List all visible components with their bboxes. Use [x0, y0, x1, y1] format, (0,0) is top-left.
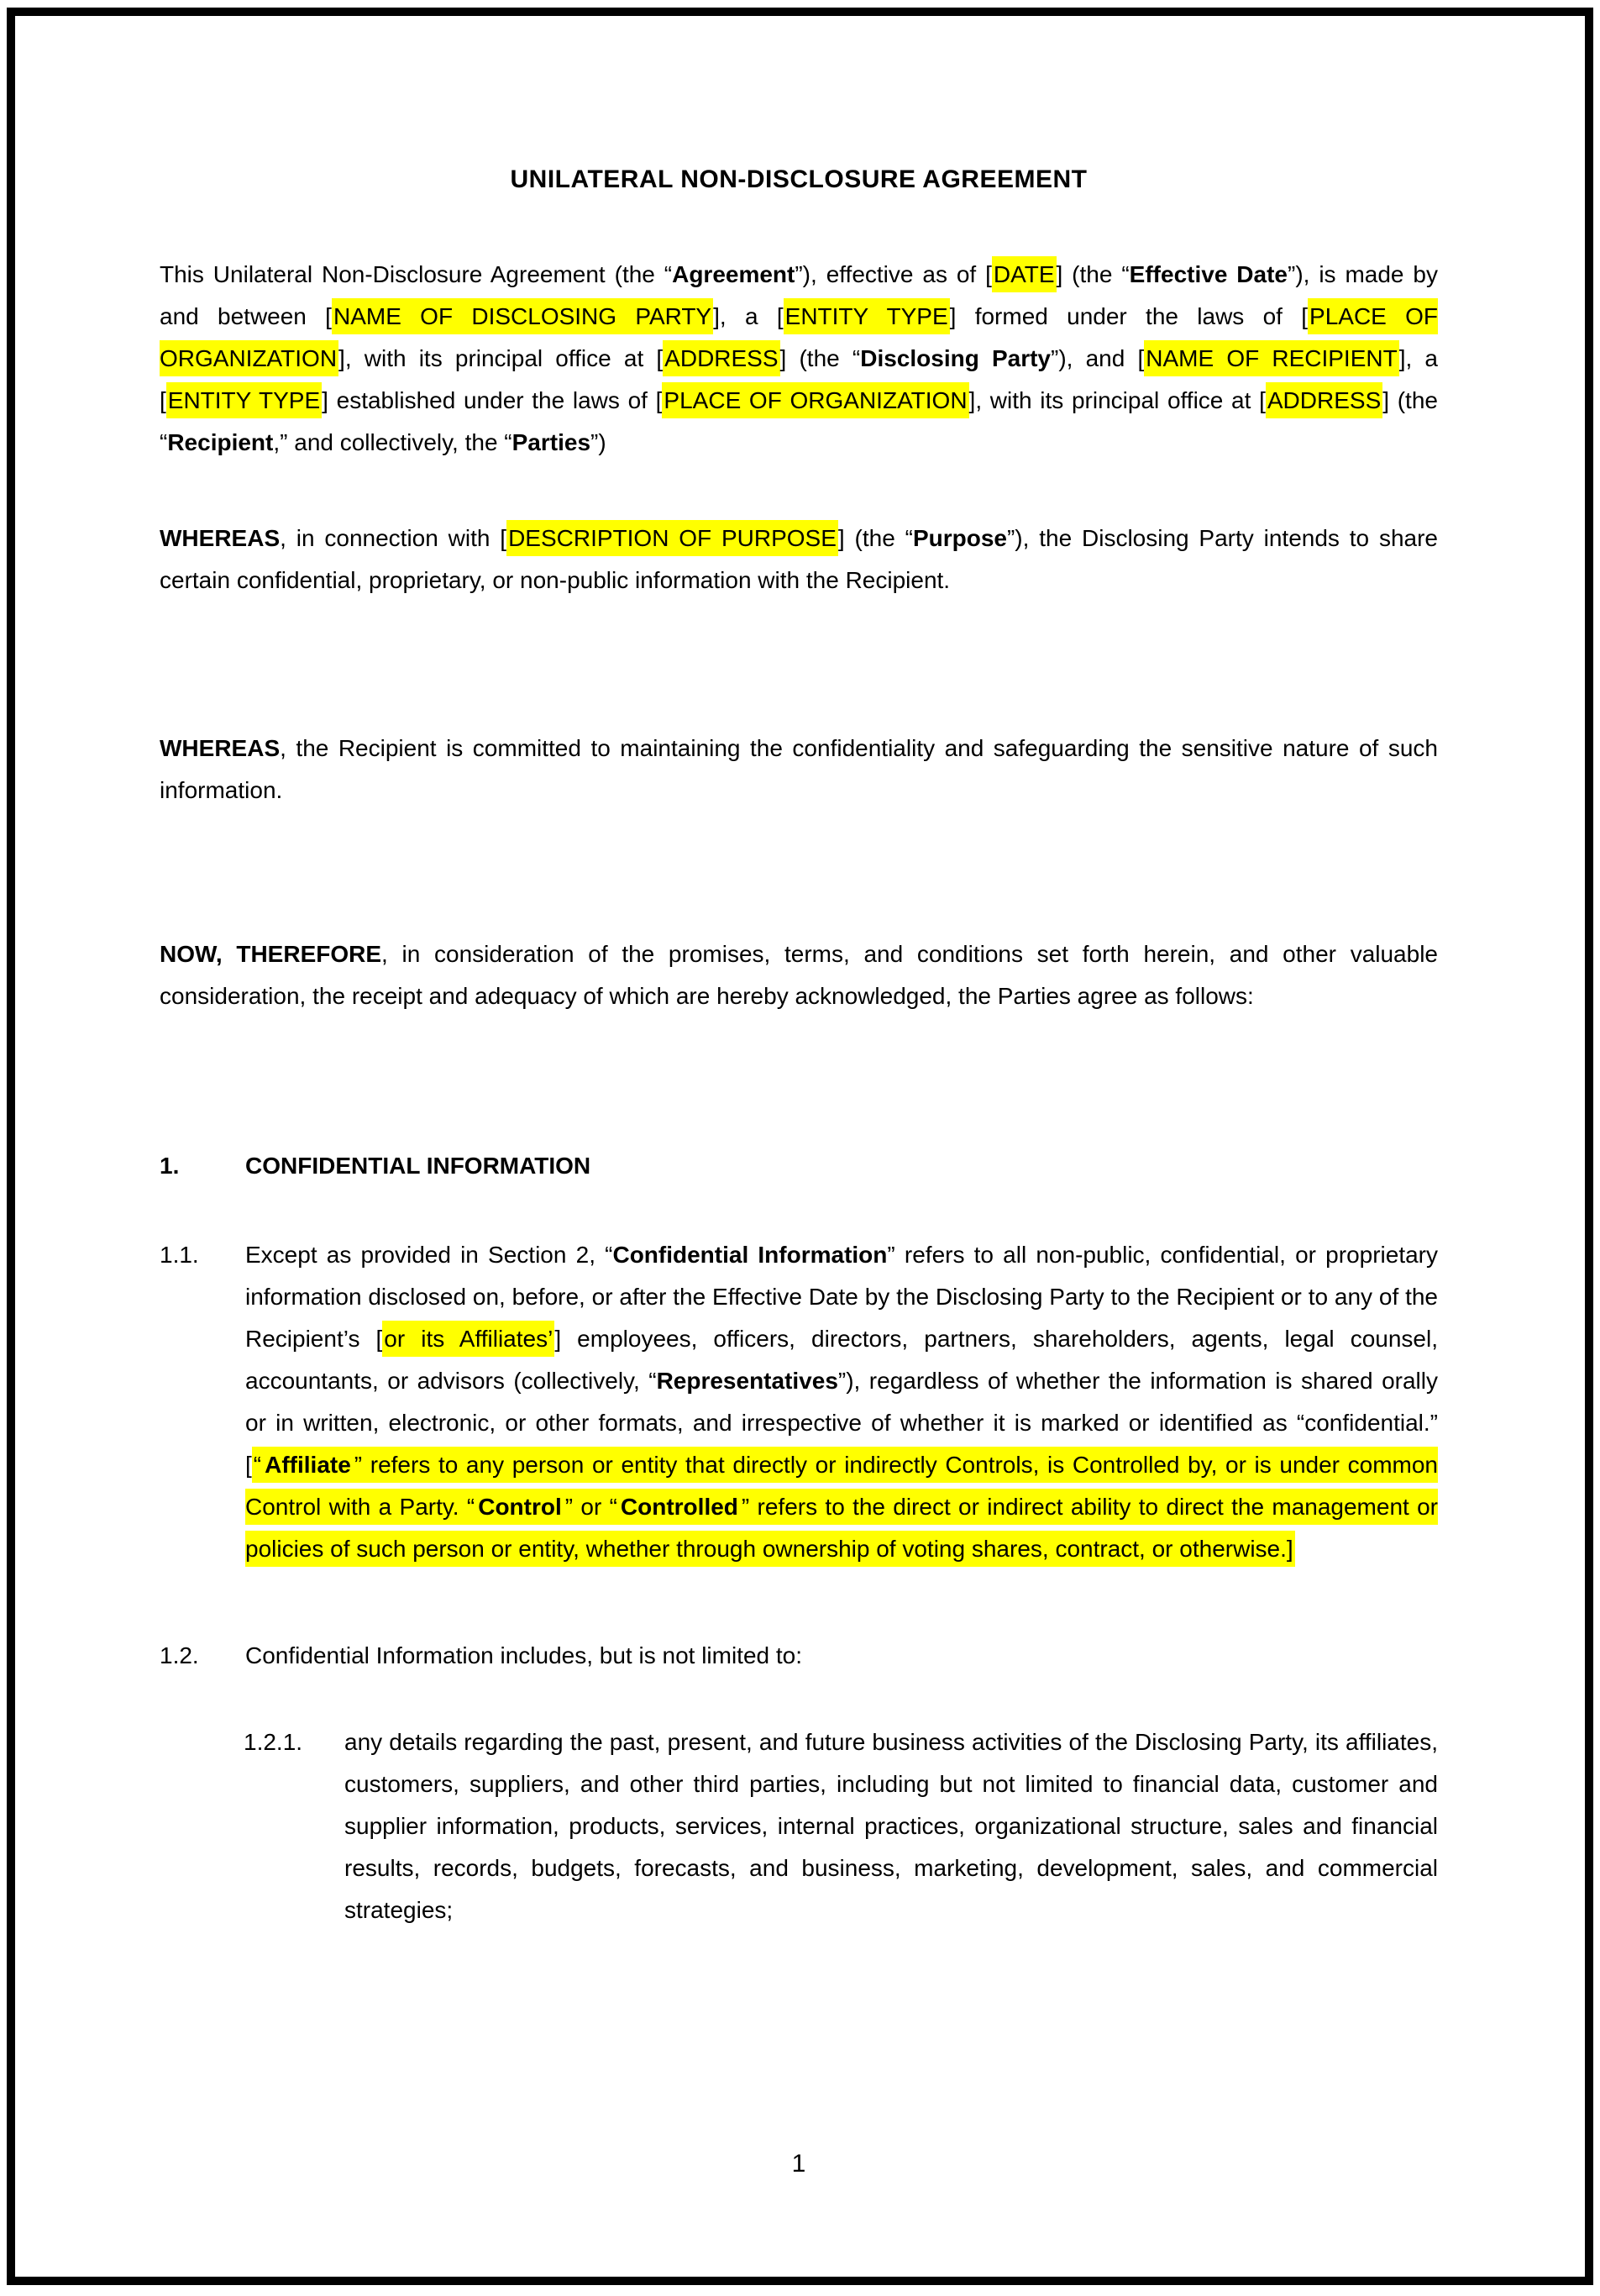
text-run: ”), and [	[1051, 345, 1145, 371]
text-run: Disclosing Party	[860, 345, 1052, 371]
text-run: Except as provided in Section 2, “	[245, 1242, 613, 1268]
highlighted-placeholder-text: NAME OF DISCLOSING PARTY	[332, 298, 713, 334]
highlighted-placeholder-text: Controlled	[619, 1489, 740, 1525]
text-run: Parties	[511, 429, 591, 455]
text-run: This Unilateral Non-Disclosure Agreement (the “	[160, 261, 673, 287]
clause-1-2-1-number: 1.2.1.	[244, 1729, 303, 1755]
text-run: ] (the “	[160, 387, 1438, 455]
highlighted-placeholder-text: DESCRIPTION OF PURPOSE	[506, 520, 838, 556]
highlighted-placeholder-text: ” refers to any person or entity that directly or indirectly Controls, is Controlled by, or is under common Control with a Party. “	[245, 1447, 1438, 1525]
text-run: ] established under the laws of [	[322, 387, 663, 413]
text-run: ,” and collectively, the “	[273, 429, 512, 455]
text-run: ] (the “	[837, 525, 913, 551]
section-1-heading	[160, 1145, 1438, 1187]
page-number: 1	[791, 2150, 806, 2178]
clause-1-2-1-text	[344, 1721, 1438, 1931]
text-run: ], a [	[160, 345, 1439, 413]
highlighted-placeholder-text: Affiliate	[263, 1447, 353, 1483]
text-run: ], a [	[713, 303, 784, 329]
highlighted-placeholder-text: ENTITY TYPE	[166, 382, 322, 418]
text-run: , in connection with [	[280, 525, 507, 551]
section-1-number: 1.	[160, 1153, 180, 1179]
text-run: ] (the “	[779, 345, 861, 371]
clause-1-1-text	[245, 1234, 1438, 1570]
text-run: Purpose	[912, 525, 1007, 551]
clause-1-2-number: 1.2.	[160, 1642, 199, 1668]
highlighted-placeholder-text: or its Affiliates’	[382, 1321, 554, 1357]
text-run: ] (the “	[1056, 261, 1130, 287]
text-run: any details regarding the past, present, and future business activities of the Disclosing Party, its affiliates, customers, suppliers, and other third parties, including but not limited to financial data, customer and supplier information, products, services, internal practices, organizational structure, sales and financial results, records, budgets, forecasts, and business, marketing, development, sales, and commercial strategies;	[344, 1729, 1438, 1923]
whereas-commitment-paragraph	[160, 728, 1438, 812]
whereas-purpose-paragraph	[160, 518, 1438, 602]
highlighted-placeholder-text: “	[252, 1447, 263, 1483]
document-title: UNILATERAL NON-DISCLOSURE AGREEMENT	[510, 166, 1088, 193]
text-run: ] formed under the laws of [	[949, 303, 1309, 329]
text-run: ] employees, officers, directors, partners, shareholders, agents, legal counsel, accountants, or advisors (collectively, “	[245, 1326, 1438, 1394]
text-run: Confidential Information includes, but is not limited to:	[245, 1642, 803, 1668]
text-run: ”), regardless of whether the information is shared orally or in written, electronic, or other formats, and irrespective of whether it is marked or identified as “confidential.” [	[245, 1368, 1438, 1478]
text-run: NOW, THEREFORE	[160, 941, 382, 967]
highlighted-placeholder-text: ” refers to the direct or indirect ability to direct the management or policies of such person or entity, whether through ownership of voting shares, contract, or otherwise.]	[245, 1489, 1438, 1567]
intro-paragraph	[160, 254, 1438, 464]
text-run: ”), effective as of [	[795, 261, 992, 287]
now-therefore-paragraph	[160, 933, 1438, 1017]
text-run: WHEREAS	[160, 735, 281, 761]
text-run: Confidential Information	[612, 1242, 888, 1268]
highlighted-placeholder-text: ENTITY TYPE	[784, 298, 950, 334]
highlighted-placeholder-text: ADDRESS	[663, 340, 779, 376]
highlighted-placeholder-text: ADDRESS	[1266, 382, 1382, 418]
clause-1-2	[160, 1635, 1438, 1677]
text-run: ”), the Disclosing Party intends to share certain confidential, proprietary, or non-public information with the Recipient.	[160, 525, 1438, 593]
text-run: , in consideration of the promises, terms, and conditions set forth herein, and other valuable consideration, the receipt and adequacy of which are hereby acknowledged, the Parties agree as follows:	[160, 941, 1438, 1009]
text-run: ”), is made by and between [	[160, 261, 1438, 329]
clause-1-2-1	[244, 1721, 1438, 1931]
text-run: WHEREAS	[160, 525, 281, 551]
highlighted-placeholder-text: Control	[476, 1489, 564, 1525]
text-run: ” refers to all non-public, confidential, or proprietary information disclosed on, before, or after the Effective Date by the Disclosing Party to the Recipient or to any of the Recipient’s [	[245, 1242, 1439, 1352]
document-content	[160, 0, 1438, 1931]
highlighted-placeholder-text: NAME OF RECIPIENT	[1144, 340, 1398, 376]
text-run: ”)	[590, 429, 606, 455]
highlighted-placeholder-text: PLACE OF ORGANIZATION	[160, 298, 1438, 376]
section-1-title: CONFIDENTIAL INFORMATION	[245, 1153, 591, 1179]
text-run: Representatives	[656, 1368, 838, 1394]
text-run: Agreement	[672, 261, 795, 287]
highlighted-placeholder-text: DATE	[992, 256, 1057, 292]
clause-1-1	[160, 1234, 1438, 1570]
text-run: ], with its principal office at [	[338, 345, 664, 371]
text-run: Recipient	[167, 429, 274, 455]
clause-1-1-number: 1.1.	[160, 1242, 199, 1268]
highlighted-placeholder-text: ” or “	[564, 1489, 619, 1525]
highlighted-placeholder-text: PLACE OF ORGANIZATION	[662, 382, 968, 418]
text-run: , the Recipient is committed to maintaining the confidentiality and safeguarding the sensitive nature of such information.	[160, 735, 1438, 803]
clause-1-2-text	[245, 1635, 1438, 1677]
text-run: Effective Date	[1129, 261, 1288, 287]
text-run: ], with its principal office at [	[968, 387, 1266, 413]
